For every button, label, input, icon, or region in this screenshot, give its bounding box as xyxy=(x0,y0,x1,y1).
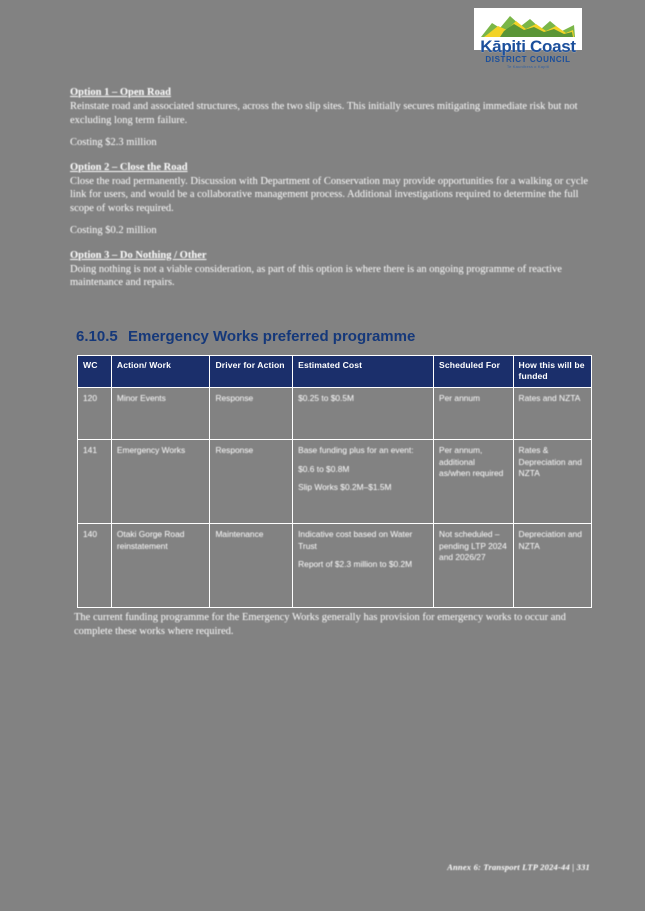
table-row xyxy=(78,388,592,440)
cell-cost: Indicative cost based on Water Trust Report of $2.3 million to $0.2M xyxy=(293,524,434,608)
option-1-heading: Option 1 – Open Road xyxy=(70,87,171,98)
table-row xyxy=(78,524,592,608)
option-2-body: Close the road permanently. Discussion with Department of Conservation may provide opportunities for a walking or cycle link for users, and would be a collaborative management process. Additional investigations required to determine the full scope of works required. xyxy=(70,175,589,214)
section-number: 6.10.5 xyxy=(76,328,118,345)
column-header-driver: Driver for Action xyxy=(210,356,293,388)
cell-funded: Depreciation and NZTA xyxy=(513,524,591,608)
cell-action: Emergency Works xyxy=(111,440,210,524)
table-header-row xyxy=(78,356,592,388)
option-3-heading: Option 3 – Do Nothing / Other xyxy=(70,249,207,261)
option-2-heading: Option 2 – Close the Road xyxy=(70,161,188,173)
cell-action: Minor Events xyxy=(111,388,210,440)
logo-subtitle: DISTRICT COUNCIL xyxy=(485,55,571,64)
cell-scheduled: Per annum xyxy=(434,388,513,440)
section-heading xyxy=(76,328,415,345)
cell-cost: $0.25 to $0.5M xyxy=(293,388,434,440)
page-footer: Annex 6: Transport LTP 2024-44 | 331 xyxy=(447,862,590,872)
section-title: Emergency Works preferred programme xyxy=(128,328,416,345)
option-1-body: Reinstate road and associated structures, across the two slip sites. This initially secures mitigating immediate risk but not excluding long term failure. xyxy=(70,101,578,126)
cell-cost: Base funding plus for an event: $0.6 to $0.8M Slip Works $0.2M–$1.5M xyxy=(293,440,434,524)
cell-action: Otaki Gorge Road reinstatement xyxy=(111,524,210,608)
option-2-costing: Costing $0.2 million xyxy=(70,225,157,236)
column-header-scheduled: Scheduled For xyxy=(434,356,513,388)
emergency-works-programme-table xyxy=(77,355,592,608)
option-3-body: Doing nothing is not a viable consideration, as part of this option is where there is an ongoing programme of reactive maintenance and repairs. xyxy=(70,263,562,288)
options-text-block xyxy=(70,86,590,300)
kapiti-coast-district-council-logo xyxy=(466,8,590,69)
column-header-cost: Estimated Cost xyxy=(293,356,434,388)
cell-wc: 120 xyxy=(78,388,112,440)
cell-wc: 141 xyxy=(78,440,112,524)
cell-funded: Rates & Depreciation and NZTA xyxy=(513,440,591,524)
cell-wc: 140 xyxy=(78,524,112,608)
cell-scheduled: Not scheduled – pending LTP 2024 and 2026/27 xyxy=(434,524,513,608)
logo-tagline: Te Kaunihera o Kapiti xyxy=(506,64,550,69)
cell-driver: Response xyxy=(210,440,293,524)
cell-funded: Rates and NZTA xyxy=(513,388,591,440)
cell-scheduled: Per annum, additional as/when required xyxy=(434,440,513,524)
closing-paragraph: The current funding programme for the Emergency Works generally has provision for emergency works to occur and complete these works where required. xyxy=(74,612,566,637)
column-header-wc: WC xyxy=(78,356,112,388)
option-1-costing: Costing $2.3 million xyxy=(70,137,157,148)
column-header-action: Action/ Work xyxy=(111,356,210,388)
column-header-funded: How this will be funded xyxy=(513,356,591,388)
table-row xyxy=(78,440,592,524)
island-graphic-icon xyxy=(478,10,578,40)
cell-driver: Response xyxy=(210,388,293,440)
cell-driver: Maintenance xyxy=(210,524,293,608)
logo-name: Kāpiti Coast xyxy=(480,37,576,56)
